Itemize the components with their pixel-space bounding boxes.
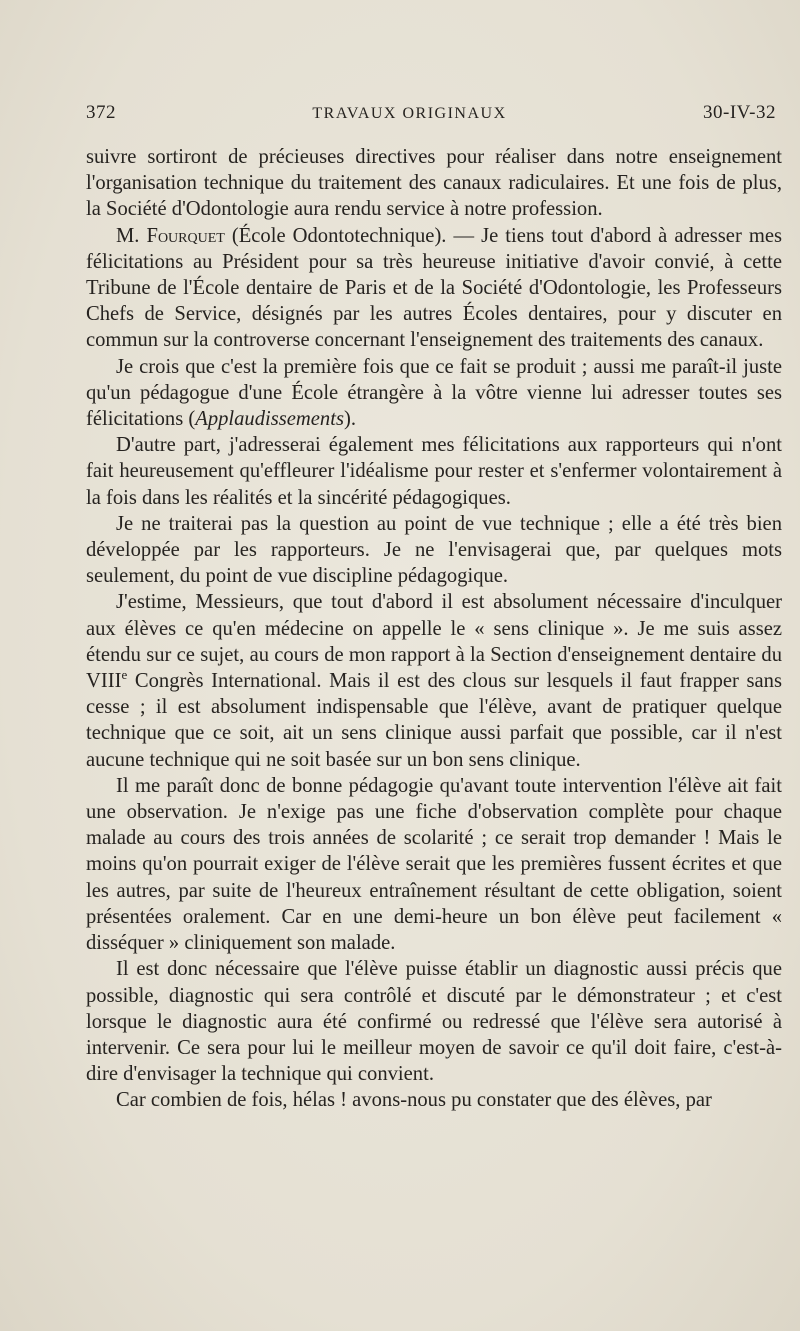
paragraph-text: (École Odontotechnique). — Je tiens tout d'abord à adresser mes félicitations au Président pour sa très heureuse initiative d'avoir convié, à cette Tribune de l'École dentaire de Paris et de la Société d'Odontologie, les Professeurs Chefs de Service, désignés par les autres Écoles dentaires, pour y discuter en commun sur la controverse concernant l'enseignement des traitements des canaux. bbox=[86, 224, 782, 352]
paragraph-fourquet-intro bbox=[86, 223, 782, 354]
paragraph-text-end: ). bbox=[343, 408, 356, 431]
speaker-prefix: M. bbox=[116, 224, 147, 247]
body-text bbox=[86, 144, 782, 1114]
issue-date: 30-IV-32 bbox=[703, 102, 776, 123]
applause-note: Applaudissements bbox=[195, 408, 344, 431]
paragraph-continuation: suivre sortiront de précieuses directives pour réaliser dans notre enseignement l'organisation technique du traitement des canaux radiculaires. Et une fois de plus, la Société d'Odontologie aura rendu service à notre profession. bbox=[86, 146, 782, 221]
paragraph-sens-clinique bbox=[86, 589, 782, 772]
speaker-name: Fourquet bbox=[146, 224, 225, 247]
paragraph-observation: Il me paraît donc de bonne pédagogie qu'avant toute intervention l'élève ait fait une observation. Je n'exige pas une fiche d'observation complète pour chaque malade au cours des trois années de scolarité ; ce serait trop demander ! Mais le moins qu'on pourrait exiger de l'élève serait que les premières fussent écrites et que les autres, par suite de l'heureux entraînement résultant de cette obligation, soient présentées oralement. Car en une demi-heure un bon élève peut facilement « disséquer » cliniquement son malade. bbox=[86, 774, 782, 955]
paragraph-first-time bbox=[86, 354, 782, 433]
page-number: 372 bbox=[86, 102, 116, 123]
paragraph-text: J'estime, Messieurs, que tout d'abord il est absolument nécessaire d'inculquer aux élèves ce qu'en médecine on appelle le « sens clinique ». Je me suis assez étendu sur ce sujet, au cours de mon rapport à la Section d'enseignement dentaire du VIII bbox=[86, 591, 782, 693]
paragraph-technique: Je ne traiterai pas la question au point de vue technique ; elle a été très bien développée par les rapporteurs. Je ne l'envisagerai que, par quelques mots seulement, du point de vue discipline pédagogique. bbox=[86, 512, 782, 588]
paragraph-text: Je crois que c'est la première fois que ce fait se produit ; aussi me paraît-il juste qu'un pédagogue d'une École étrangère à la vôtre vienne lui adresser toutes ses félicitations ( bbox=[86, 355, 782, 431]
running-header bbox=[86, 102, 782, 124]
paragraph-diagnostic: Il est donc nécessaire que l'élève puisse établir un diagnostic aussi précis que possible, diagnostic qui sera contrôlé et discuté par le démonstrateur ; et c'est lorsque le diagnostic aura été confirmé ou redressé que l'élève sera autorisé à intervenir. Ce sera pour lui le meilleur moyen de savoir ce qu'il doit faire, c'est-à-dire d'envisager la technique qui convient. bbox=[86, 958, 782, 1086]
paragraph-text-cont: Congrès International. Mais il est des clous sur lesquels il faut frapper sans cesse ; il est absolument indispensable que l'élève, avant de pratiquer quelque technique que ce soit, ait un sens clinique aussi parfait que possible, car il n'est aucune technique qui ne soit basée sur un bon sens clinique. bbox=[86, 670, 782, 771]
paragraph-rapporteurs: D'autre part, j'adresserai également mes félicitations aux rapporteurs qui n'ont fait heureusement qu'effleurer l'idéalisme pour rester et s'enfermer volontairement à la fois dans les réalités et la sincérité pédagogiques. bbox=[86, 434, 782, 509]
paragraph-closing: Car combien de fois, hélas ! avons-nous pu constater que des élèves, par bbox=[116, 1089, 712, 1112]
ordinal-superscript: e bbox=[121, 667, 128, 683]
section-title: TRAVAUX ORIGINAUX bbox=[312, 105, 507, 122]
